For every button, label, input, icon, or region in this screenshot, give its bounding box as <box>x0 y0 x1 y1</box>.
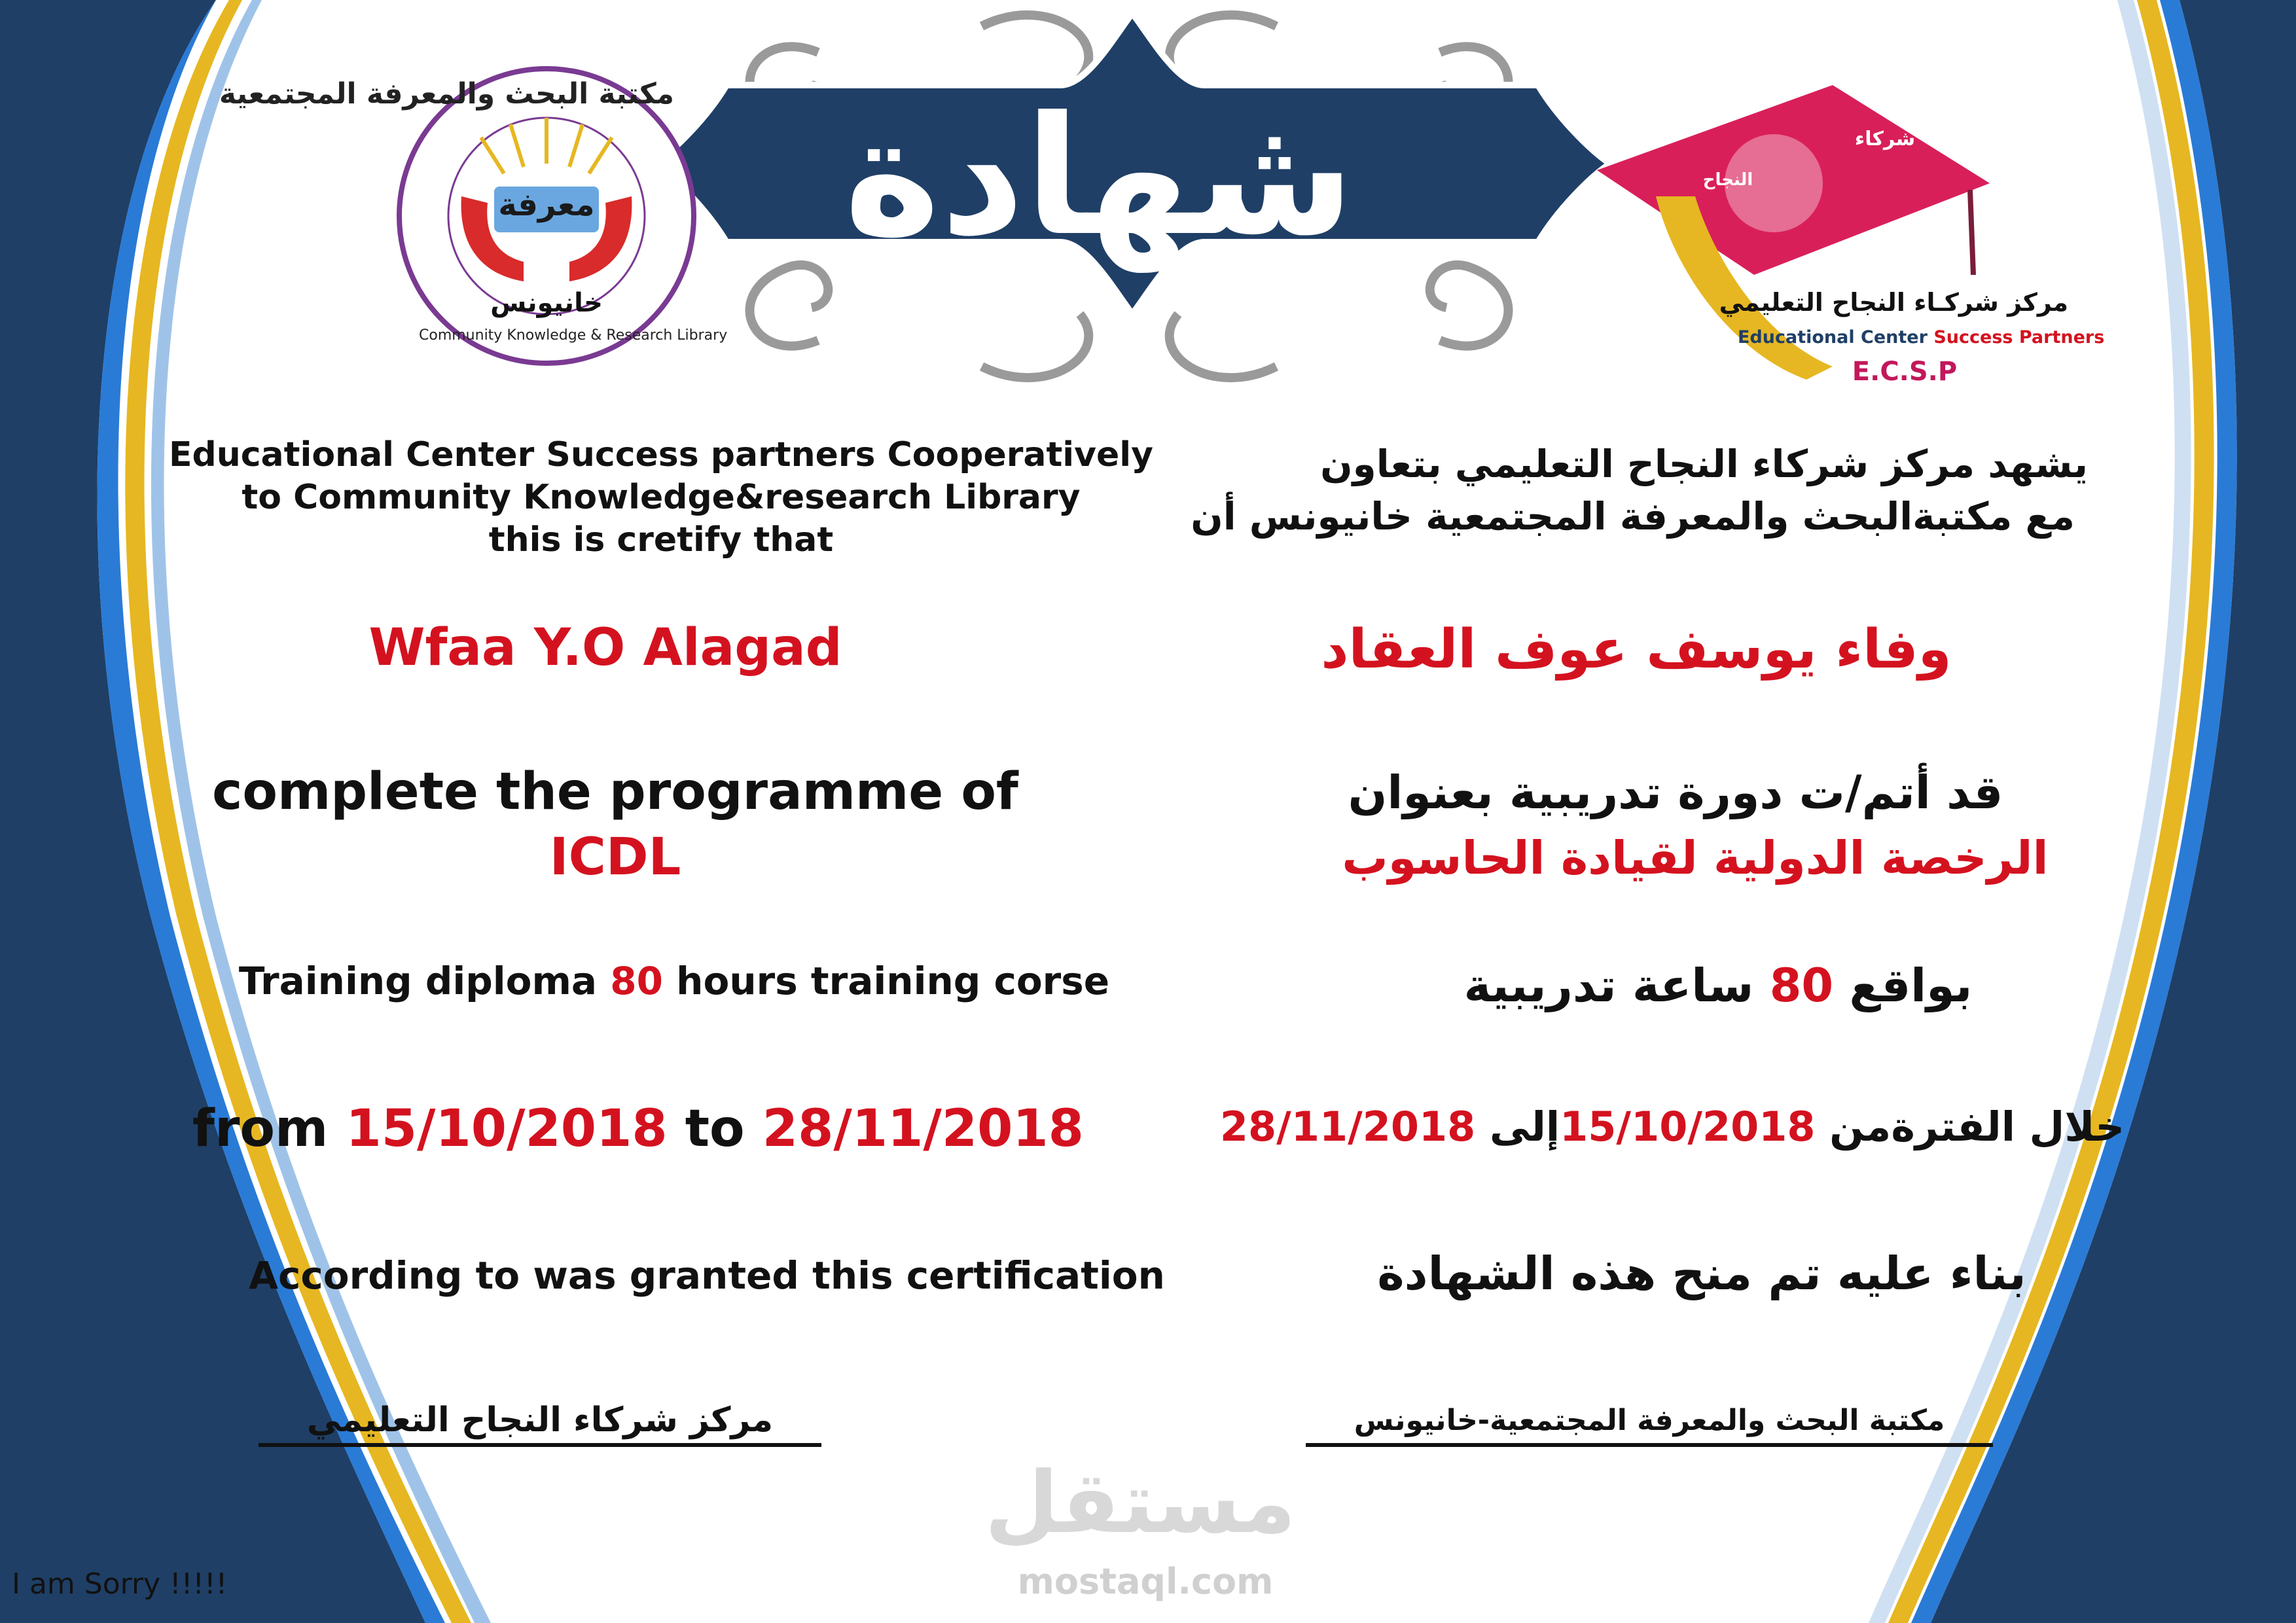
period-ar <box>1191 1103 2153 1150</box>
granted-en: According to was granted this certification <box>249 1253 1165 1298</box>
intro-ar-line-2: مع مكتبةالبحث والمعرفة المجتمعية خانيونس أن <box>1191 494 2075 539</box>
signature-left: مركز شركاء النجاح التعليمي <box>306 1400 774 1440</box>
period-ar-end: 28/11/2018 <box>1219 1103 1476 1150</box>
period-en-end: 28/11/2018 <box>762 1099 1084 1158</box>
intro-en-line-2: to Community Knowledge&research Library <box>242 478 1081 517</box>
hours-ar <box>1342 959 2094 1012</box>
right-logo-cap-top: شركاء <box>1854 128 1916 151</box>
left-logo-ring-text: مكتبة البحث والمعرفة المجتمعية <box>219 77 674 111</box>
right-logo-abbr: E.C.S.P <box>1852 357 1958 387</box>
footer-note: I am Sorry !!!!! <box>12 1567 228 1601</box>
programme-en: complete the programme of <box>212 762 1018 821</box>
programme-ar: قد أتم/ت دورة تدريبية بعنوان <box>1348 766 2003 819</box>
hours-ar-pre: بواقع <box>1833 959 1973 1012</box>
recipient-name-en: Wfaa Y.O Alagad <box>368 618 842 677</box>
period-en-to: to <box>667 1099 762 1158</box>
left-logo-center: معرفة <box>498 187 595 223</box>
period-ar-start: 15/10/2018 <box>1560 1103 1816 1150</box>
programme-name-ar: الرخصة الدولية لقيادة الحاسوب <box>1342 831 2049 885</box>
hours-en <box>196 959 1152 1003</box>
granted-ar: بناء عليه تم منح هذه الشهادة <box>1377 1247 2026 1300</box>
watermark-url: mostaql.com <box>1017 1561 1274 1602</box>
period-en-from: from <box>192 1099 346 1158</box>
intro-en-line-1: Educational Center Success partners Cooperatively <box>168 435 1154 474</box>
period-ar-pre: خلال الفترةمن <box>1815 1103 2125 1150</box>
signature-right: مكتبة البحث والمعرفة المجتمعية-خانيونس <box>1354 1404 1945 1437</box>
watermark-logo-text: مستقل <box>984 1453 1296 1552</box>
hours-en-pre: Training diploma <box>238 959 611 1003</box>
right-logo-name-ar: مركز شركـاء النجاح التعليمي <box>1719 288 2068 317</box>
right-logo-name-en-red: Success Partners <box>1933 327 2105 348</box>
programme-name-en: ICDL <box>549 828 681 887</box>
left-logo-ring-english: Community Knowledge & Research Library <box>419 327 728 344</box>
left-logo-city: خانيونس <box>490 288 603 318</box>
hours-en-post: hours training corse <box>662 959 1110 1003</box>
right-logo-name-en <box>1738 327 2105 348</box>
intro-ar-line-1: يشهد مركز شركاء النجاح التعليمي بتعاون <box>1320 442 2088 486</box>
intro-en-line-3: this is cretify that <box>488 520 834 560</box>
hours-ar-post: ساعة تدريبية <box>1463 959 1770 1012</box>
right-logo-cap-mid: النجاح <box>1702 170 1753 190</box>
recipient-name-ar: وفاء يوسف عوف العقاد <box>1321 618 1952 681</box>
period-en-start: 15/10/2018 <box>346 1099 668 1158</box>
period-ar-to: إلى <box>1475 1103 1560 1150</box>
period-en <box>164 1099 1113 1158</box>
right-logo-name-en-black: Educational Center <box>1738 327 1928 348</box>
hours-ar-number: 80 <box>1769 959 1834 1012</box>
hours-en-number: 80 <box>610 959 663 1003</box>
certificate-title: شهادة <box>844 81 1355 272</box>
